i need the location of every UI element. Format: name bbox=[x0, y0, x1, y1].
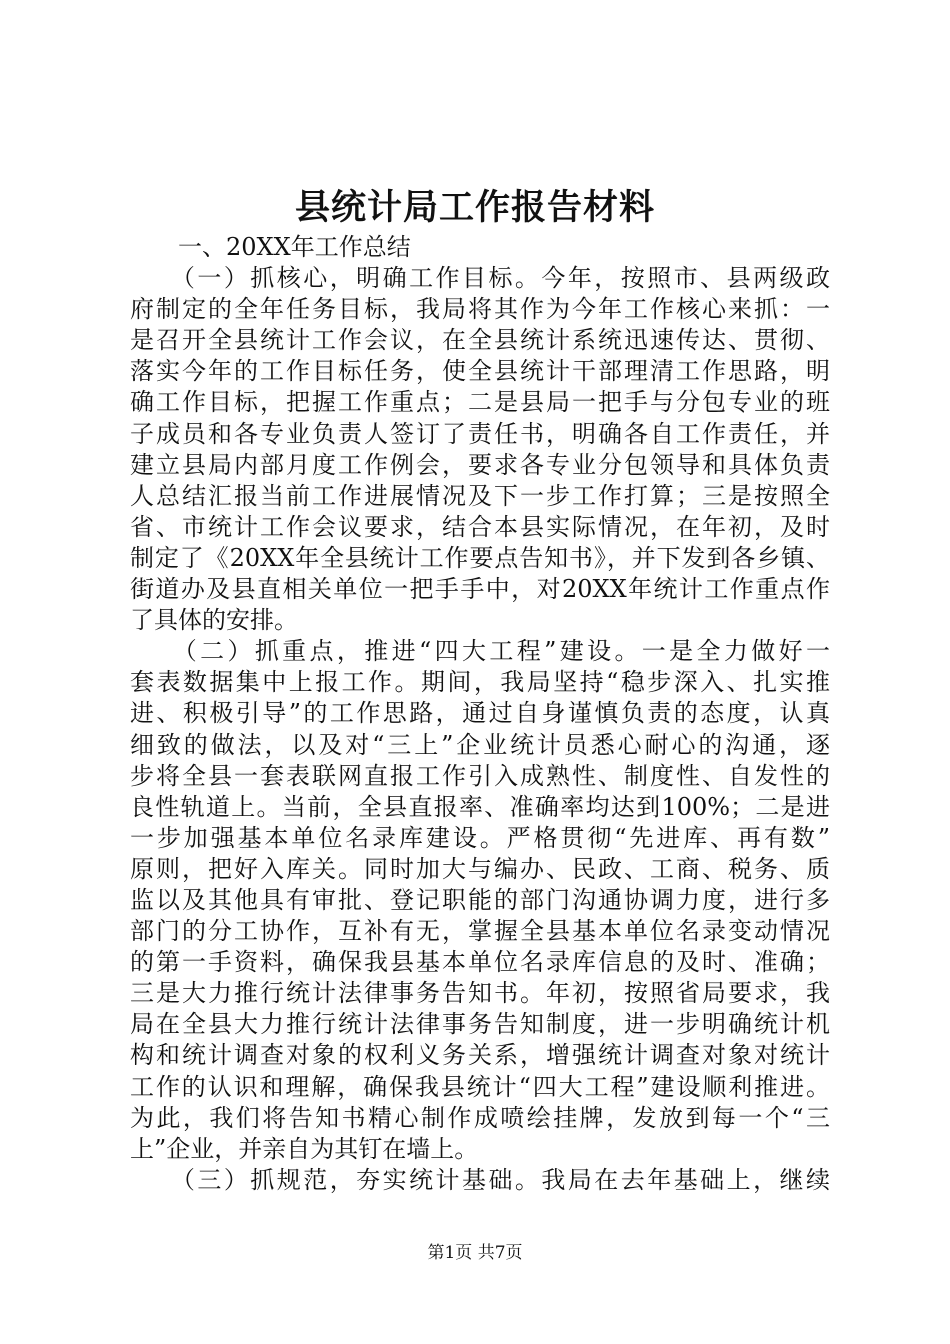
body-line: （一）抓核心，明确工作目标。今年，按照市、县两级政 bbox=[130, 264, 830, 293]
body-line: 制定了《20XX年全县统计工作要点告知书》，并下发到各乡镇、 bbox=[130, 543, 830, 572]
document-title: 县统计局工作报告材料 bbox=[294, 187, 655, 228]
body-line: 为此，我们将告知书精心制作成喷绘挂牌，发放到每一个“三 bbox=[130, 1103, 830, 1132]
document-body bbox=[130, 232, 830, 1196]
body-line: 的第一手资料，确保我县基本单位名录库信息的及时、准确； bbox=[130, 948, 830, 977]
body-line: 是召开全县统计工作会议，在全县统计系统迅速传达、贯彻、 bbox=[130, 326, 830, 355]
body-line: 工作的认识和理解，确保我县统计“四大工程”建设顺利推进。 bbox=[130, 1072, 830, 1101]
body-line: 监以及其他具有审批、登记职能的部门沟通协调力度，进行多 bbox=[130, 885, 830, 914]
body-line: 上”企业，并亲自为其钉在墙上。 bbox=[130, 1134, 479, 1163]
body-line: 建立县局内部月度工作例会，要求各专业分包领导和具体负责 bbox=[130, 450, 830, 479]
body-line: 确工作目标，把握工作重点；二是县局一把手与分包专业的班 bbox=[130, 388, 830, 417]
body-line: 一步加强基本单位名录库建设。严格贯彻“先进库、再有数” bbox=[130, 823, 830, 852]
body-line: 构和统计调查对象的权利义务关系，增强统计调查对象对统计 bbox=[130, 1041, 830, 1070]
body-line: 落实今年的工作目标任务，使全县统计干部理清工作思路，明 bbox=[130, 357, 830, 386]
body-line: 省、市统计工作会议要求，结合本县实际情况，在年初，及时 bbox=[130, 512, 830, 541]
body-line: 府制定的全年任务目标，我局将其作为今年工作核心来抓：一 bbox=[130, 295, 830, 324]
body-line: 细致的做法，以及对“三上”企业统计员悉心耐心的沟通，逐 bbox=[130, 730, 830, 759]
body-line: 一、20XX年工作总结 bbox=[130, 233, 411, 261]
body-line: 人总结汇报当前工作进展情况及下一步工作打算；三是按照全 bbox=[130, 481, 830, 510]
body-line: 部门的分工协作，互补有无，掌握全县基本单位名录变动情况 bbox=[130, 917, 830, 946]
body-line: （二）抓重点，推进“四大工程”建设。一是全力做好一 bbox=[130, 637, 830, 666]
body-line: 套表数据集中上报工作。期间，我局坚持“稳步深入、扎实推 bbox=[130, 668, 830, 697]
body-line: 步将全县一套表联网直报工作引入成熟性、制度性、自发性的 bbox=[130, 761, 830, 790]
body-line: 进、积极引导”的工作思路，通过自身谨慎负责的态度，认真 bbox=[130, 699, 830, 728]
body-line: 街道办及县直相关单位一把手手中，对20XX年统计工作重点作 bbox=[130, 575, 830, 604]
body-line: 原则，把好入库关。同时加大与编办、民政、工商、税务、质 bbox=[130, 854, 830, 883]
body-line: （三）抓规范，夯实统计基础。我局在去年基础上，继续 bbox=[130, 1165, 830, 1194]
body-line: 了具体的安排。 bbox=[130, 606, 298, 635]
body-line: 局在全县大力推行统计法律事务告知制度，进一步明确统计机 bbox=[130, 1010, 830, 1039]
body-line: 良性轨道上。当前，全县直报率、准确率均达到100%；二是进 bbox=[130, 792, 830, 821]
body-line: 三是大力推行统计法律事务告知书。年初，按照省局要求，我 bbox=[130, 979, 830, 1008]
page-footer: 第1页 共7页 bbox=[427, 1243, 523, 1263]
body-line: 子成员和各专业负责人签订了责任书，明确各自工作责任，并 bbox=[130, 419, 830, 448]
